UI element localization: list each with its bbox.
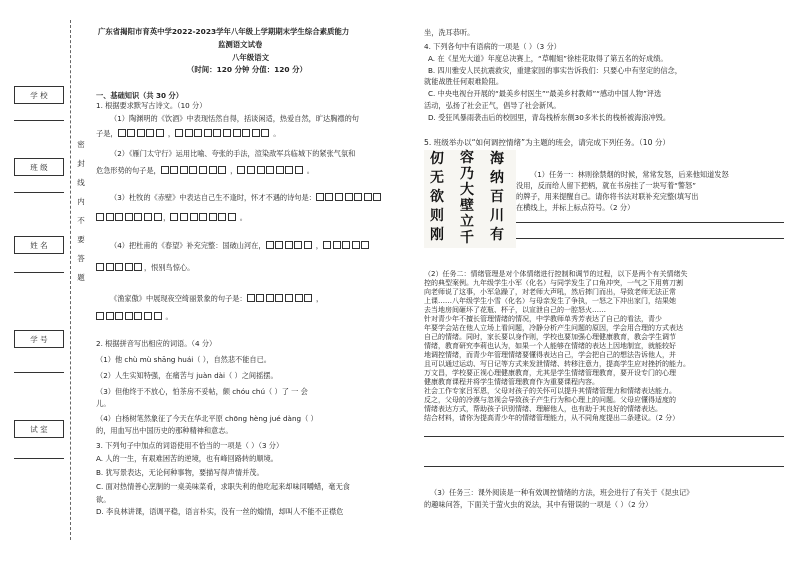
q1-1-lead: 子是， [96,129,118,138]
couplet-char: 大 [460,182,474,198]
q1-5-answer-line2: 。 [96,312,406,322]
couplet-char: 仞 [430,151,444,167]
couplet-char: 海 [490,151,504,167]
q1-5-answer-line: 《渔家傲》中展现夜空绮丽景象的句子是： ， [110,294,324,303]
task2-line: 控的典型案例。九年级学生小军（化名）与同学发生了口角冲突，一气之下用剪刀割 [424,279,683,287]
task2-line: 万文昌，学校要正视心理健康教育，尤其是学生情绪管理教育，要开设专门的心理 [424,369,676,377]
q4-option-d[interactable]: D. 受狂风暴雨袭击后的校园里，青岛栈桥东侧30多米长的栈桥被海浪冲毁。 [428,113,671,122]
couplet-char: 壁 [460,198,474,214]
task2-line: 且可以通过运动、写日记等方式来发泄情绪、转移注意力，提高学生应对挫折的能力。 [424,360,690,368]
task2-answer-line[interactable] [424,466,784,467]
task2-line: 向老师说了这事，小军急躁了，对老师大声吼，然后摔门而出，导致老师无法正常 [424,288,676,296]
q2-3-cont: 儿。 [96,399,111,408]
task3-line2: 的趣味问答，下面关于萤火虫的说法，其中有错误的一项是（ ）（2 分） [424,500,653,509]
q2-4: （4）白杨树笔然象征了今天在华北平原 chōng hèng jué dàng（ ） [96,414,318,423]
couplet-char: 千 [460,230,474,246]
task2-line: 情绪，教育研究李莉也认为，如果一个人能够在情绪的表达上因地制宜，就能较好 [424,342,676,350]
q1-3-answer-line2: ， 。 [96,213,406,223]
couplet-char: 则 [430,208,444,224]
q5-prompt: 5. 班级举办以“如何调控情绪”为主题的班会，请完成下列任务。（10 分） [424,138,671,147]
school-field[interactable] [14,120,64,121]
q3-option-b[interactable]: B. 犹写景表达，无论何种事物，要描写得声情并茂。 [96,468,264,477]
q3-option-c-cont: 欲。 [96,495,111,504]
couplet-char: 无 [430,170,444,186]
q1-3-answer-line [110,193,410,203]
q1-4-answer-line: （4）把杜甫的《春望》补充完整：国破山河在， ， [110,241,410,251]
task2-line: 年要学会站在他人立场上看问题，冷静分析产生问题的原因，学会用合理的方式表达 [424,324,683,332]
task2-line: 自己的情绪。同时，家长要以身作则，学校也要加强心理健康教育，教会学生调节 [424,333,676,341]
task1-line4: 在横线上，并标上标点符号。（2 分） [516,203,635,212]
couplet-char: 纳 [490,170,504,186]
q1-1-answer-line: 子是， ， 。 [96,129,281,138]
class-field[interactable] [14,192,64,193]
exam-title-line1: 广东省揭阳市育英中学2022-2023学年八年级上学期期末学生综合素质能力 [98,27,350,36]
task2-line: 反之，父母的冷漠与忽视会导致孩子产生行为和心理上的问题。父母应懂得适度的 [424,396,676,404]
seal-dashed-line [70,20,71,540]
q1-2-text: （2）《雁门太守行》运用比喻、夸张的手法，渲染敌军兵临城下的紧张气氛和 [110,149,356,158]
q3-option-a[interactable]: A. 人的一生，有艰难困苦的逆境，也有峰回路转的顺境。 [96,454,278,463]
q2-1: （1）他 chù mù shāng huái（ ），自然悲不能自已。 [96,355,271,364]
exam-title-line2: 监测语文试卷 [218,40,263,49]
seal-char: 封 [77,159,85,168]
task2-line: 针对青少年不擅长管理情绪的情况，中学教师单秀芳表达了自己的看法，青少 [424,315,662,323]
q1-prompt: 1. 根据要求默写古诗文。（10 分） [96,101,207,110]
q1-4-answer-line2 [96,263,406,273]
q4-option-c[interactable]: C. 中央电视台开展的“最美乡村医生”“最美乡村教师”“感动中国人物”评选 [428,89,662,98]
school-label: 学 校 [14,86,64,104]
calligraphy-couplet-image [424,150,516,248]
exam-subject: 八年级语文 [232,53,269,62]
name-label: 姓 名 [14,236,64,254]
seal-char: 答 [77,254,85,263]
q4-prompt: 4. 下列各句中有语病的一项是（ ）（3 分） [424,42,561,51]
task2-line: 上课……八年级学生小雪（化名）与母亲发生了争执，一怒之下冲出家门，结果她 [424,297,676,305]
seal-char: 密 [77,140,85,149]
q3-d-continuation: 坐，洗耳恭听。 [424,28,475,37]
q2-prompt: 2. 根据拼音写出相应的词语。（4 分） [96,339,217,348]
seal-char: 不 [77,216,85,225]
q4-option-a[interactable]: A. 在《星光大道》年度总决赛上，“草帽姐”徐桂花取得了第五名的好成绩。 [428,54,668,63]
q1-4-tail: ，恨别鸟惊心。 [143,263,195,272]
task1-line3: 的牌子，用来提醒自己。请你将书法对联补充完整(填写出 [516,192,699,201]
q3-option-d[interactable]: D. 李良林讲课，语调平稳，语言朴实，没有一丝的煽情，却叫人不能不正襟危 [96,507,344,516]
task1-line2: 没用，反而给人留下把柄，就在书房挂了一块写着“警怒” [516,181,696,190]
q3-prompt: 3. 下列句子中加点的词语使用不恰当的一项是（ ）（3 分） [96,441,284,450]
task2-line: 情绪表达方式，帮助孩子识别情绪、理解他人，也有助于其良好的情绪表达。 [424,405,662,413]
q1-2-answer-line: 危急形势的句子是， ， 。 [96,166,314,175]
q4-option-b-cont: 就能战胜任何艰难险阻。 [424,77,504,86]
couplet-char: 立 [460,214,474,230]
task2-line: 健康教育课程并将学生情绪管理教育作为重要课程内容。 [424,378,599,386]
section-1-heading: 一、基础知识（共 30 分） [96,91,183,100]
q1-3-tail: ， [163,213,171,222]
seal-char: 线 [77,178,85,187]
q1-4-text: （4）把杜甫的《春望》补充完整：国破山河在， [110,241,266,250]
couplet-char: 有 [490,227,504,243]
q2-2: （2）人生实知特强，在痛苦与 juàn dài（ ）之间摇摆。 [96,371,278,380]
couplet-char: 川 [490,208,504,224]
couplet-char: 容 [460,150,474,166]
q1-5-text: 《渔家傲》中展现夜空绮丽景象的句子是： [110,294,247,303]
q1-3-text: （3）杜牧的《赤壁》中表达自己生不逢时，怀才不遇的诗句是： [110,193,316,202]
name-field[interactable] [14,272,64,273]
task2-line: 结合材料，请你为提高青少年的情绪管理能力，从不同角度提出二条建议。（2 分） [424,414,680,422]
task2-line: 地调控情绪，而青少年管理情绪要懂得表达自己，学会把自己的想法告诉他人，并 [424,351,676,359]
task2-line: 去当地房间砸坏了花瓶、杯子，以宣泄自己的一腔怒火…… [424,306,606,314]
q2-3: （3）但他终于不放心，怕茶房不妥帖，颇 chóu chú（ ）了 一 会 [96,387,308,396]
class-label: 班 级 [14,158,64,176]
exam-room-label: 试 室 [14,420,64,438]
task1-answer-line[interactable] [516,222,784,223]
student-id-label: 学 号 [14,330,64,348]
task2-line: 社会工作专家吕军恩，父母对孩子的关怀可以提升其情绪管理力和情绪表达能力。 [424,387,676,395]
couplet-char: 欲 [430,189,444,205]
q3-option-c[interactable]: C. 面对热情善心烹制的一桌美味菜肴，求职失利的他吃起来却味同嚼蜡，毫无食 [96,482,350,491]
task3-line1: （3）任务三：课外阅读是一种有效调控情绪的方法，班会进行了有关于《昆虫记》 [430,488,694,497]
couplet-char: 乃 [460,166,474,182]
task2-passage [424,270,788,423]
seal-char: 内 [77,197,85,206]
task1-answer-line[interactable] [516,238,784,239]
seal-text [75,135,87,287]
q4-option-c-cont: 活动，弘扬了社会正气，倡导了社会新风。 [424,101,561,110]
couplet-char: 百 [490,189,504,205]
task2-answer-line[interactable] [424,436,784,437]
couplet-char: 刚 [430,227,444,243]
task2-line: （2）任务二：情绪管理是对个体情绪进行控制和调节的过程，以下是两个有关情绪失 [424,270,688,278]
q2-4-cont: 的，用血写出中国历史的那种精神和意志。 [96,426,233,435]
task1-line1: （1）任务一：林则徐禁烟的时候，常常发怒，后来他知道发怒 [530,170,729,179]
exam-room-field[interactable] [14,458,64,459]
q1-2-lead: 危急形势的句子是， [96,166,161,175]
student-id-field[interactable] [14,372,64,373]
q4-option-b[interactable]: B. 四川雅安人民抗震救灾，重建家园的事实告诉我们：只要心中有坚定的信念， [428,66,682,75]
exam-time-score: （时间：120 分钟 分值：120 分） [187,65,307,74]
seal-char: 要 [77,235,85,244]
seal-char: 题 [77,273,85,282]
q1-1-text: （1）陶渊明的《饮酒》中表现恬然自得，括谈闲适，热爱自然，旷达胸襟的句 [110,114,359,123]
